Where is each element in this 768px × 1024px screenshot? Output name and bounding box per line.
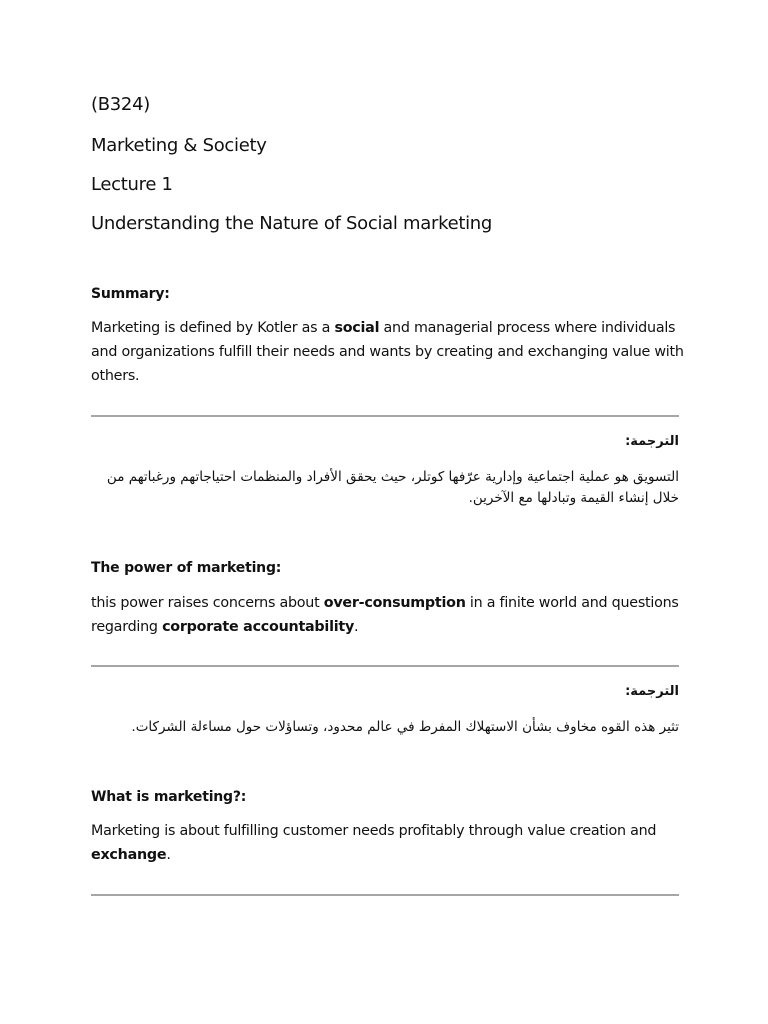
power-text-bold-overconsumption: over-consumption xyxy=(323,595,466,611)
power-text-bold-accountability: corporate accountability xyxy=(162,619,355,635)
power-text-1: this power raises concerns about xyxy=(91,595,324,611)
power-text-3: . xyxy=(354,619,359,635)
summary-heading: Summary: xyxy=(91,286,170,302)
what-text-1: Marketing is about fulfilling customer needs profitably through value creation and xyxy=(91,823,657,839)
lecture-title: Understanding the Nature of Social marketing xyxy=(91,213,493,234)
translation-label: الترجمة: xyxy=(625,684,679,699)
section-divider xyxy=(91,415,679,417)
translation-label: الترجمة: xyxy=(625,434,679,449)
power-text-2: in a finite world and questions regarding xyxy=(91,595,679,635)
what-text-2: . xyxy=(166,847,171,863)
power-of-marketing-heading: The power of marketing: xyxy=(91,560,282,576)
what-text-bold-exchange: exchange xyxy=(91,847,167,863)
summary-text-bold-social: social xyxy=(334,320,380,336)
power-translation: تثير هذه القوه مخاوف بشأن الاستهلاك المفرط في عالم محدود، وتساؤلات حول مساءلة الشركات. xyxy=(131,719,679,735)
summary-text-2: and managerial process where individuals and organizations fulfill their needs and wants by creating and exchanging value with others. xyxy=(91,320,684,384)
course-title: Marketing & Society xyxy=(91,135,267,156)
summary-translation: التسويق هو عملية اجتماعية وإدارية عرّفها كوتلر، حيث يحقق الأفراد والمنظمات احتياجاتهم ورغباتهم من خلال إنشاء القيمة وتبادلها مع الآخرين. xyxy=(106,469,679,506)
section-divider xyxy=(91,665,679,667)
section-divider xyxy=(91,894,679,896)
what-is-marketing-heading: What is marketing?: xyxy=(91,789,247,805)
what-is-marketing-body xyxy=(91,819,691,867)
lecture-number: Lecture 1 xyxy=(91,174,173,195)
course-code: (B324) xyxy=(91,94,150,115)
power-of-marketing-body xyxy=(91,591,691,639)
summary-body xyxy=(91,316,691,388)
summary-text-1: Marketing is defined by Kotler as a xyxy=(91,320,335,336)
